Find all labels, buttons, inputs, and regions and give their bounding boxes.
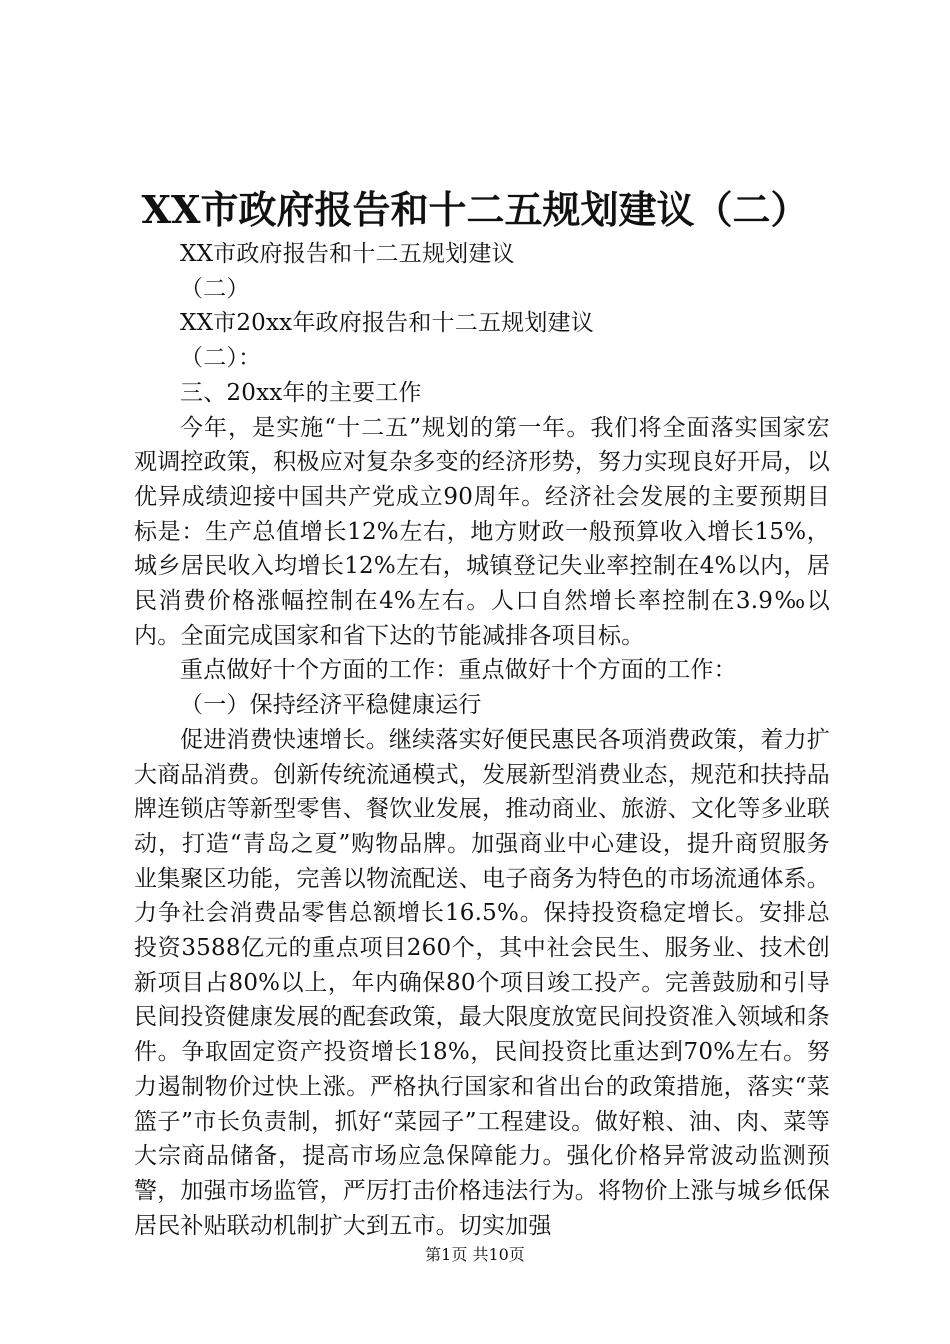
subtitle-line-1: XX市政府报告和十二五规划建议 bbox=[180, 241, 515, 267]
body-paragraph: 重点做好十个方面的工作：重点做好十个方面的工作： bbox=[180, 657, 737, 684]
subsection-heading: （一）保持经济平稳健康运行 bbox=[180, 692, 482, 719]
subtitle-line-2: （二） bbox=[180, 275, 250, 302]
page-number: 第1页 共10页 bbox=[425, 1245, 525, 1264]
document-title: XX市政府报告和十二五规划建议（二） bbox=[141, 187, 809, 232]
document-body bbox=[134, 237, 830, 1243]
body-paragraph: 今年，是实施“十二五”规划的第一年。我们将全面落实国家宏观调控政策，积极应对复杂多变的经济形势，努力实现良好开局，以优异成绩迎接中国共产党成立90周年。经济社会发展的主要预期目标是：生产总值增长12%左右，地方财政一般预算收入增长15%，城乡居民收入均增长12%左右，城镇登记失业率控制在4%以内，居民消费价格涨幅控制在4%左右。人口自然增长率控制在3.9‰以内。全面完成国家和省下达的节能减排各项目标。 bbox=[134, 414, 830, 649]
subtitle-line-3: XX市20xx年政府报告和十二五规划建议 bbox=[180, 310, 594, 337]
body-paragraph: 促进消费快速增长。继续落实好便民惠民各项消费政策，着力扩大商品消费。创新传统流通模式，发展新型消费业态，规范和扶持品牌连锁店等新型零售、餐饮业发展，推动商业、旅游、文化等多业联动，打造“青岛之夏”购物品牌。加强商业中心建设，提升商贸服务业集聚区功能，完善以物流配送、电子商务为特色的市场流通体系。力争社会消费品零售总额增长16.5%。保持投资稳定增长。安排总投资3588亿元的重点项目260个，其中社会民生、服务业、技术创新项目占80%以上，年内确保80个项目竣工投产。完善鼓励和引导民间投资健康发展的配套政策，最大限度放宽民间投资准入领域和条件。争取固定资产投资增长18%，民间投资比重达到70%左右。努力遏制物价过快上涨。严格执行国家和省出台的政策措施，落实“菜篮子”市长负责制，抓好“菜园子”工程建设。做好粮、油、肉、菜等大宗商品储备，提高市场应急保障能力。强化价格异常波动监测预警，加强市场监管，严厉打击价格违法行为。将物价上涨与城乡低保居民补贴联动机制扩大到五市。切实加强 bbox=[134, 726, 830, 1239]
subtitle-line-4: （二）： bbox=[180, 345, 262, 372]
section-heading: 三、20xx年的主要工作 bbox=[180, 379, 422, 406]
